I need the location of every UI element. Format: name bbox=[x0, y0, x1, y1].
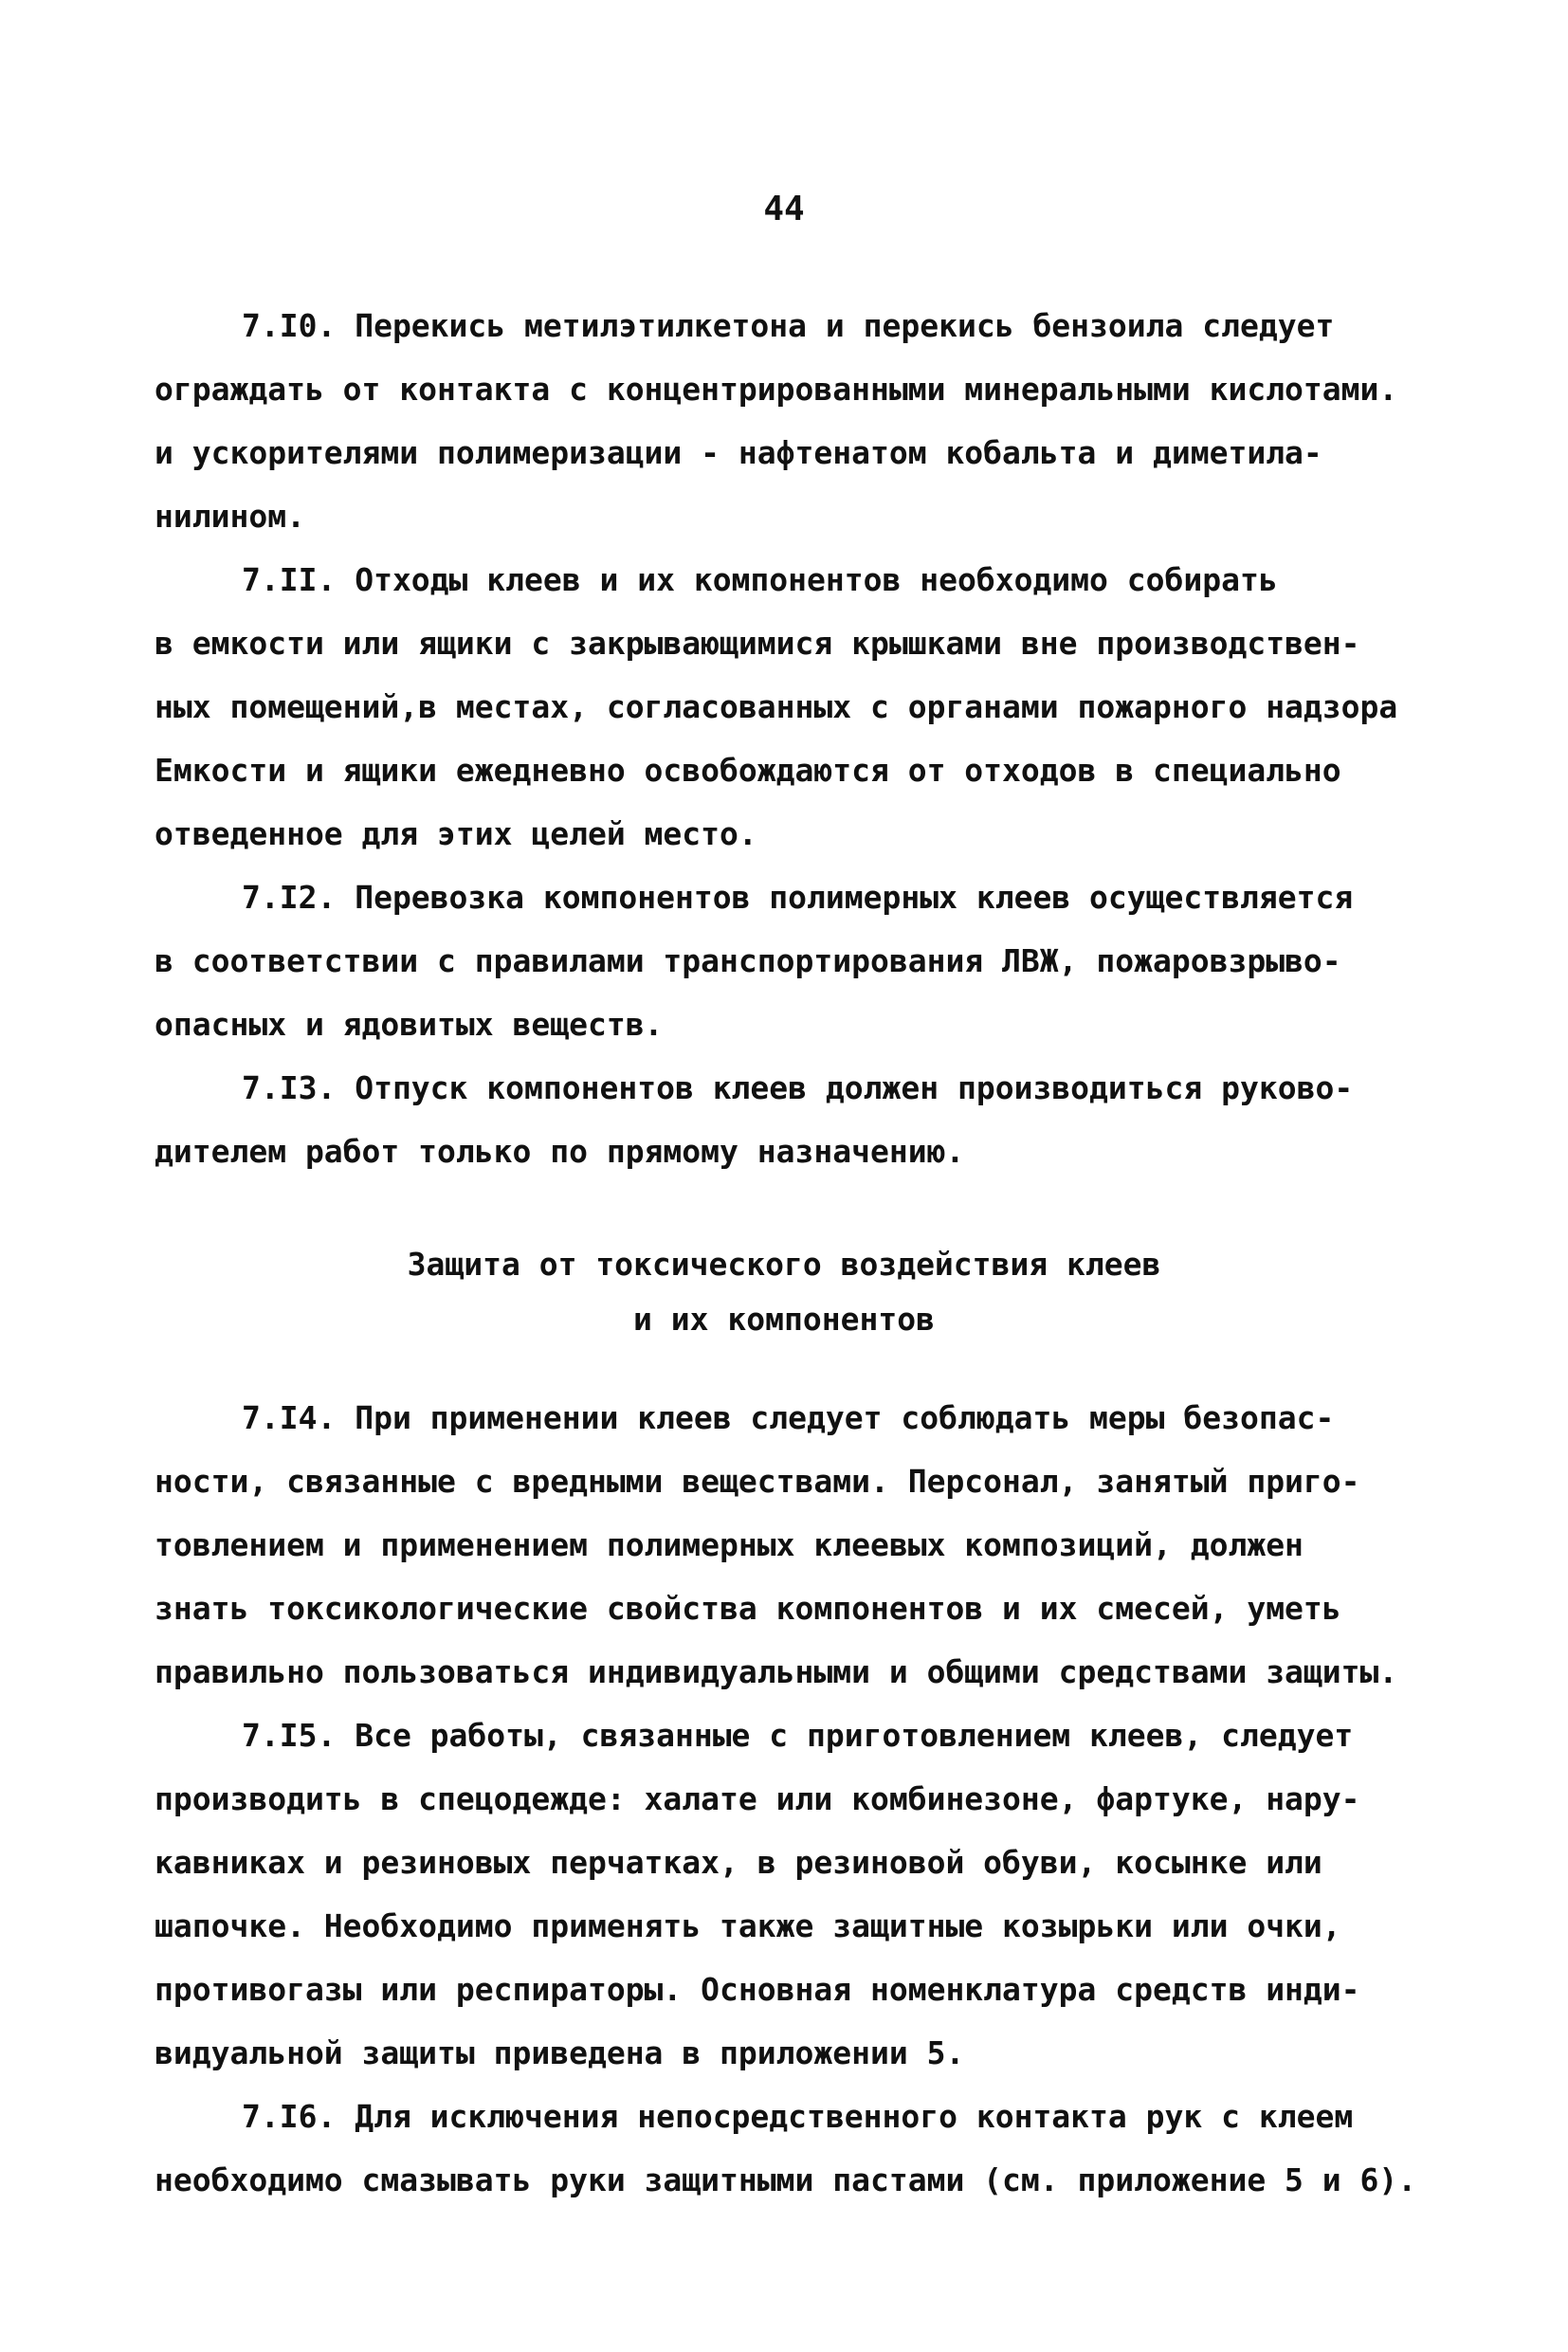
paragraph-line: Емкости и ящики ежедневно освобождаются от отходов в специально bbox=[155, 752, 1341, 789]
text-block-upper bbox=[155, 294, 1434, 1183]
paragraph-7-10 bbox=[155, 294, 1434, 548]
paragraph-line: 7.I6. Для исключения непосредственного контакта рук с клеем bbox=[242, 2098, 1354, 2135]
paragraph-7-16 bbox=[155, 2085, 1434, 2212]
paragraph-line: производить в спецодежде: халате или комбинезоне, фартуке, нару- bbox=[155, 1780, 1360, 1817]
paragraph-line: ности, связанные с вредными веществами. Персонал, занятый приго- bbox=[155, 1463, 1360, 1500]
section-heading bbox=[0, 1237, 1568, 1347]
paragraph-7-15 bbox=[155, 1704, 1434, 2085]
paragraph-line: шапочке. Необходимо применять также защитные козырьки или очки, bbox=[155, 1907, 1341, 1944]
paragraph-7-14 bbox=[155, 1386, 1434, 1704]
paragraph-line: 7.I5. Все работы, связанные с приготовлением клеев, следует bbox=[242, 1717, 1354, 1754]
paragraph-7-12 bbox=[155, 866, 1434, 1056]
paragraph-line: в емкости или ящики с закрывающимися крышками вне производствен- bbox=[155, 625, 1360, 662]
paragraph-line: ограждать от контакта с концентрированными минеральными кислотами. bbox=[155, 371, 1398, 408]
paragraph-line: знать токсикологические свойства компонентов и их смесей, уметь bbox=[155, 1590, 1341, 1627]
paragraph-line: опасных и ядовитых веществ. bbox=[155, 1006, 664, 1043]
paragraph-line: необходимо смазывать руки защитными пастами (см. приложение 5 и 6). bbox=[155, 2161, 1417, 2198]
paragraph-line: кавниках и резиновых перчатках, в резиновой обуви, косынке или bbox=[155, 1844, 1322, 1881]
paragraph-line: 7.I2. Перевозка компонентов полимерных клеев осуществляется bbox=[242, 879, 1354, 916]
paragraph-line: 7.I0. Перекись метилэтилкетона и перекись бензоила следует bbox=[242, 307, 1335, 344]
paragraph-line: противогазы или респираторы. Основная номенклатура средств инди- bbox=[155, 1971, 1360, 2008]
paragraph-line: 7.I4. При применении клеев следует соблюдать меры безопас- bbox=[242, 1399, 1335, 1436]
paragraph-7-11 bbox=[155, 548, 1434, 866]
paragraph-line: 7.II. Отходы клеев и их компонентов необходимо собирать bbox=[242, 561, 1278, 598]
paragraph-line: товлением и применением полимерных клеевых композиций, должен bbox=[155, 1526, 1304, 1563]
paragraph-line: нилином. bbox=[155, 498, 305, 535]
page-number: 44 bbox=[763, 190, 805, 228]
paragraph-7-13 bbox=[155, 1056, 1434, 1183]
paragraph-line: видуальной защиты приведена в приложении 5. bbox=[155, 2034, 965, 2071]
paragraph-line: 7.I3. Отпуск компонентов клеев должен производиться руково- bbox=[242, 1069, 1354, 1106]
paragraph-line: ных помещений,в местах, согласованных с органами пожарного надзора bbox=[155, 688, 1398, 725]
paragraph-line: дителем работ только по прямому назначению. bbox=[155, 1133, 965, 1170]
section-heading-line-1: Защита от токсического воздействия клеев bbox=[407, 1246, 1161, 1283]
paragraph-line: отведенное для этих целей место. bbox=[155, 815, 757, 852]
section-heading-line-2: и их компонентов bbox=[633, 1301, 935, 1338]
paragraph-line: и ускорителями полимеризации - нафтенатом кобальта и диметила- bbox=[155, 434, 1322, 471]
paragraph-line: правильно пользоваться индивидуальными и общими средствами защиты. bbox=[155, 1653, 1398, 1690]
text-block-lower bbox=[155, 1386, 1434, 2212]
paragraph-line: в соответствии с правилами транспортирования ЛВЖ, пожаровзрыво- bbox=[155, 942, 1341, 979]
